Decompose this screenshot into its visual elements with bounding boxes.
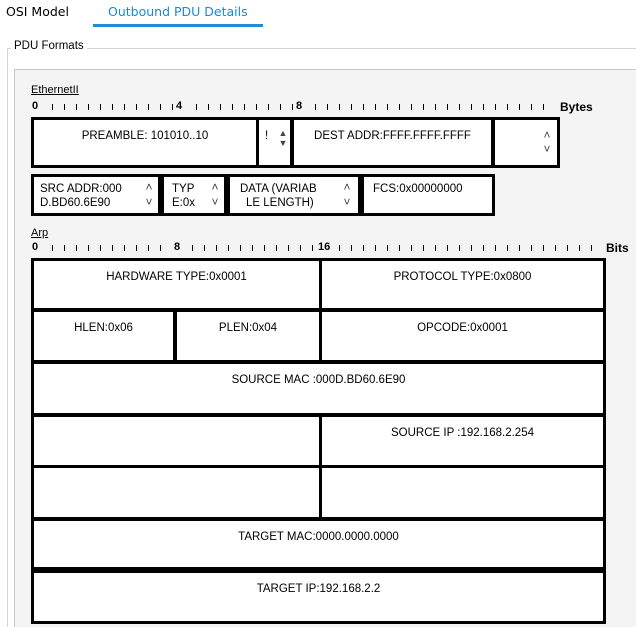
sfd-field[interactable] (256, 117, 293, 168)
chevron-up-icon[interactable]: ˄ (145, 180, 153, 194)
ethernet-ruler-ticks-3 (315, 104, 545, 110)
arp-ruler-unit: Bits (606, 241, 629, 255)
target-mac-text: TARGET MAC:0000.0000.0000 (238, 531, 399, 543)
arp-ruler-start: 0 (32, 241, 39, 253)
fcs-text: FCS:0x00000000 (373, 183, 463, 195)
src-addr-field[interactable] (31, 174, 161, 216)
data-field[interactable] (227, 174, 361, 216)
ethernet-ruler-start: 0 (32, 100, 39, 112)
arp-ruler-mid: 8 (174, 241, 181, 253)
pdu-formats-panel[interactable] (14, 69, 636, 627)
tab-outbound-pdu-details[interactable]: Outbound PDU Details (93, 0, 263, 27)
chevron-down-icon[interactable]: ˅ (211, 195, 219, 209)
fcs-field[interactable] (361, 174, 495, 216)
ethernet-ruler-ticks-2 (196, 104, 294, 110)
sfd-fragment-text: ! (265, 130, 269, 142)
type-field[interactable] (161, 174, 227, 216)
chevron-down-icon[interactable]: ▼ (278, 138, 288, 148)
ethernet-ruler-end: 8 (296, 100, 303, 112)
chevron-up-icon[interactable]: ▲ (278, 128, 288, 138)
target-mac-prefix-field[interactable] (319, 465, 606, 520)
hardware-type-field[interactable] (31, 258, 322, 311)
arp-ruler-ticks-2 (192, 245, 316, 251)
plen-text: PLEN:0x04 (218, 322, 278, 334)
chevron-down-icon[interactable]: ˅ (543, 142, 551, 156)
opcode-text: OPCODE:0x0001 (417, 322, 508, 334)
chevron-up-icon[interactable]: ˄ (543, 128, 551, 142)
dest-addr-field[interactable] (291, 117, 494, 168)
arp-ruler-ticks-3 (339, 245, 601, 251)
src-addr-line-2: D.BD60.6E90 (40, 197, 111, 209)
source-ip-text: SOURCE IP :192.168.2.254 (391, 427, 534, 439)
plen-field[interactable] (174, 309, 322, 363)
data-line-2: LE LENGTH) (246, 197, 314, 209)
target-mac-field[interactable] (31, 518, 606, 570)
ethernet-ruler-mid: 4 (176, 100, 183, 112)
tab-osi-model[interactable]: OSI Model (6, 4, 69, 19)
arp-section-label: Arp (31, 227, 49, 239)
protocol-type-field[interactable] (319, 258, 606, 311)
type-line-1: TYP (172, 183, 195, 195)
chevron-up-icon[interactable]: ˄ (211, 180, 219, 194)
dest-addr-continuation-field[interactable] (492, 117, 560, 168)
source-ip-field[interactable] (319, 414, 606, 468)
target-ip-text: TARGET IP:192.168.2.2 (256, 583, 381, 595)
ethernet-section-label: EthernetII (31, 84, 79, 96)
protocol-type-text: PROTOCOL TYPE:0x0800 (393, 271, 532, 283)
arp-ruler-end: 16 (318, 241, 331, 253)
target-ip-field[interactable] (31, 570, 606, 624)
type-line-2: E:0x (172, 197, 196, 209)
preamble-text: PREAMBLE: 101010..10 (81, 130, 209, 142)
arp-ruler-ticks-1 (52, 245, 172, 251)
ethernet-ruler-unit: Bytes (560, 100, 593, 114)
chevron-down-icon[interactable]: ˅ (145, 195, 153, 209)
ethernet-ruler-ticks-1 (52, 104, 173, 110)
tab-bar (0, 0, 636, 27)
source-mac-field[interactable] (31, 361, 606, 416)
source-ip-continuation-field[interactable] (31, 465, 322, 520)
hlen-text: HLEN:0x06 (74, 322, 133, 334)
src-addr-line-1: SRC ADDR:000 (40, 183, 122, 195)
pdu-formats-title: PDU Formats (11, 40, 87, 52)
data-line-1: DATA (VARIAB (240, 183, 317, 195)
opcode-field[interactable] (319, 309, 606, 363)
source-mac-text: SOURCE MAC :000D.BD60.6E90 (231, 374, 406, 386)
hardware-type-text: HARDWARE TYPE:0x0001 (106, 271, 247, 283)
dest-addr-text: DEST ADDR:FFFF.FFFF.FFFF (314, 130, 471, 142)
chevron-down-icon[interactable]: ˅ (343, 195, 351, 209)
chevron-up-icon[interactable]: ˄ (343, 180, 351, 194)
hlen-field[interactable] (31, 309, 176, 363)
preamble-field[interactable] (31, 117, 259, 168)
source-mac-continuation-field[interactable] (31, 414, 322, 468)
